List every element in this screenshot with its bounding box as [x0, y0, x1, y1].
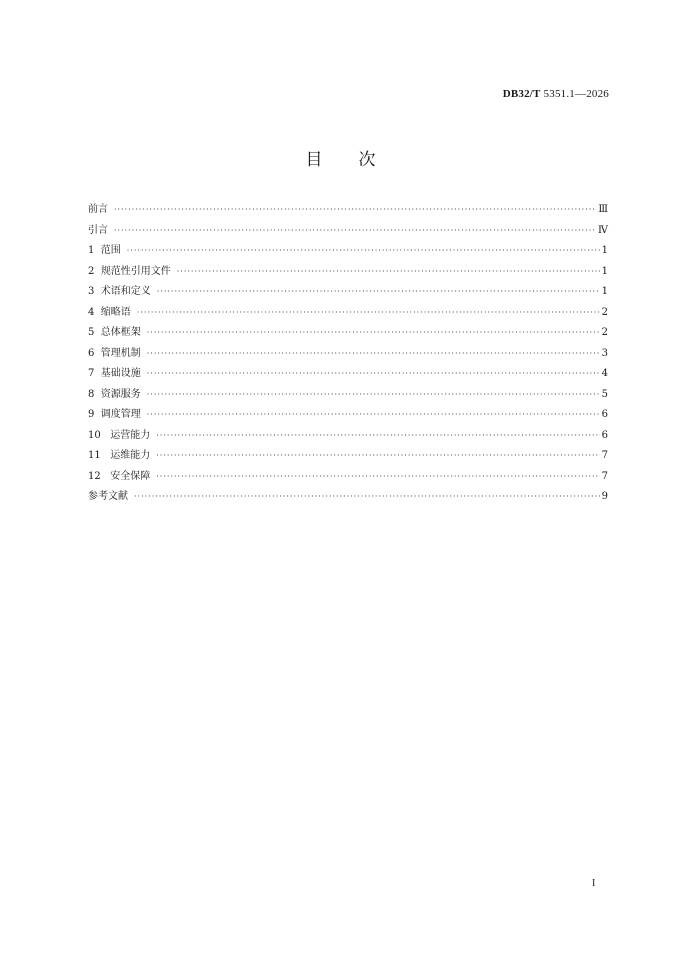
toc-entry-page: Ⅲ — [598, 204, 608, 215]
toc-entry-number: 4 — [88, 306, 101, 318]
toc-entry[interactable] — [88, 385, 608, 406]
toc-entry-page: 2 — [601, 306, 608, 318]
toc-entry[interactable] — [88, 487, 608, 508]
toc-entry-page: 3 — [601, 347, 608, 359]
toc-entry-number: 8 — [88, 388, 101, 400]
toc-entry-title: 总体框架 — [100, 327, 141, 338]
toc-entry-title: 安全保障 — [110, 470, 151, 482]
toc-leader-dots — [127, 246, 600, 255]
title-char-left: 目 — [305, 150, 323, 170]
toc-leader-dots — [156, 431, 599, 440]
toc-entry[interactable] — [88, 303, 608, 324]
toc-entry[interactable] — [88, 467, 608, 488]
toc-leader-dots — [156, 472, 599, 481]
toc-leader-dots — [114, 205, 596, 214]
title-char-right: 次 — [358, 150, 376, 170]
toc-leader-dots — [147, 410, 600, 419]
toc-entry-page: 6 — [601, 409, 608, 420]
toc-entry-number: 2 — [88, 265, 101, 277]
standard-code-prefix: DB32/T — [502, 88, 541, 100]
toc-entry-title: 规范性引用文件 — [100, 265, 171, 277]
toc-entry-title: 调度管理 — [100, 409, 141, 420]
toc-entry-title: 范围 — [100, 245, 121, 256]
toc-entry-title: 引言 — [88, 224, 108, 236]
standard-code-number: 5351.1—2026 — [540, 88, 609, 100]
toc-leader-dots — [147, 328, 600, 337]
toc-entry[interactable] — [88, 364, 608, 385]
toc-entry-page: 4 — [601, 368, 608, 379]
toc-entry-page: 1 — [601, 286, 608, 297]
toc-entry-title: 缩略语 — [100, 306, 131, 318]
toc-entry-page: 7 — [601, 470, 608, 482]
toc-entry[interactable] — [88, 344, 608, 365]
toc-entry[interactable] — [88, 262, 608, 283]
toc-leader-dots — [147, 369, 600, 378]
toc-entry-number: 1 — [88, 245, 101, 256]
page-title — [0, 145, 681, 170]
standard-code — [503, 88, 609, 100]
toc-entry-number: 7 — [88, 368, 101, 379]
toc-entry-page: 2 — [601, 327, 608, 338]
toc-entry-number: 6 — [88, 347, 101, 359]
toc-entry-title: 术语和定义 — [100, 286, 151, 297]
page-number: I — [592, 878, 596, 889]
toc-entry-number: 10 — [88, 429, 111, 441]
toc-entry-page: 7 — [601, 450, 608, 461]
toc-leader-dots — [114, 226, 596, 235]
toc-entry-page: 9 — [601, 491, 608, 502]
table-of-contents — [88, 200, 608, 508]
toc-leader-dots — [157, 287, 600, 296]
toc-entry-number: 5 — [88, 327, 101, 338]
toc-entry-page: Ⅳ — [598, 224, 608, 236]
toc-entry-title: 管理机制 — [100, 347, 141, 359]
toc-entry[interactable] — [88, 282, 608, 303]
toc-entry-page: 1 — [601, 245, 608, 256]
toc-entry-number: 3 — [88, 286, 101, 297]
toc-entry-title: 资源服务 — [100, 388, 141, 400]
toc-entry-number: 11 — [88, 450, 111, 461]
toc-entry-title: 运营能力 — [110, 429, 151, 441]
toc-entry-page: 6 — [601, 429, 608, 441]
toc-leader-dots — [147, 349, 600, 358]
toc-leader-dots — [137, 308, 600, 317]
toc-entry[interactable] — [88, 200, 608, 221]
toc-leader-dots — [147, 390, 600, 399]
toc-entry[interactable] — [88, 446, 608, 467]
toc-entry[interactable] — [88, 241, 608, 262]
toc-entry-number: 12 — [88, 470, 111, 482]
toc-entry-title: 运维能力 — [110, 450, 151, 461]
toc-entry-number: 9 — [88, 409, 101, 420]
toc-entry[interactable] — [88, 323, 608, 344]
toc-entry-page: 5 — [601, 388, 608, 400]
toc-entry[interactable] — [88, 426, 608, 447]
toc-leader-dots — [156, 451, 599, 460]
toc-leader-dots — [177, 267, 600, 276]
toc-entry[interactable] — [88, 221, 608, 242]
toc-entry-page: 1 — [601, 265, 608, 277]
toc-entry[interactable] — [88, 405, 608, 426]
toc-leader-dots — [134, 492, 600, 501]
toc-entry-title: 前言 — [88, 204, 108, 215]
toc-entry-title: 基础设施 — [100, 368, 141, 379]
toc-entry-title: 参考文献 — [88, 491, 128, 502]
